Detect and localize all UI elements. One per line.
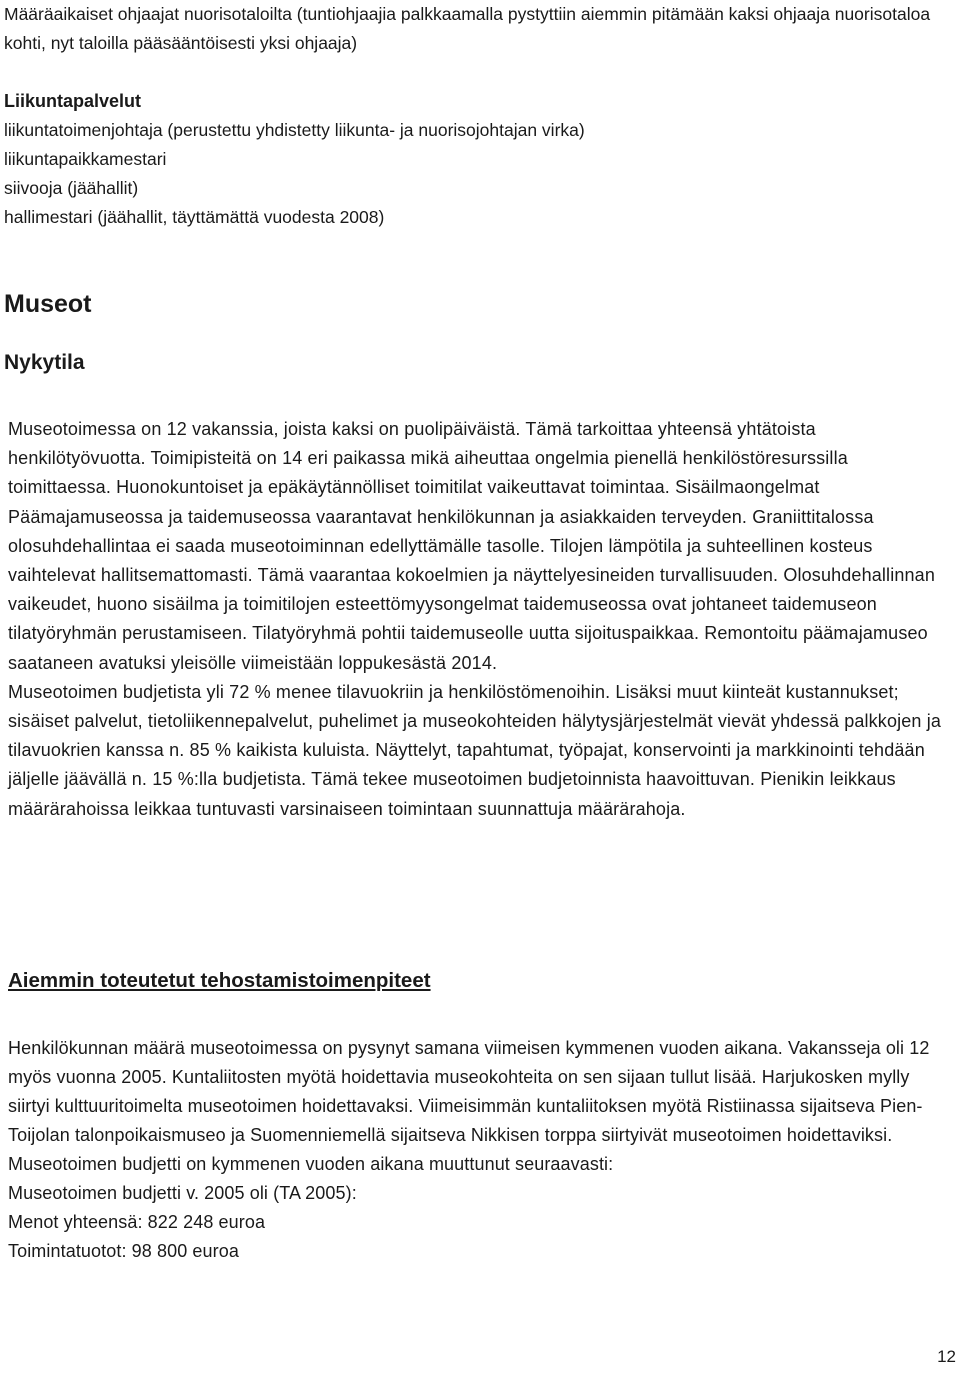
list-item: liikuntapaikkamestari xyxy=(4,149,167,169)
body-paragraph: Toimintatuotot: 98 800 euroa xyxy=(8,1241,239,1261)
liikuntapalvelut-heading: Liikuntapalvelut xyxy=(4,91,142,111)
body-paragraph: Museotoimessa on 12 vakanssia, joista kaksi on puolipäiväistä. Tämä tarkoittaa yhteensä yhtätoista henkilötyövuotta. Toimipisteitä on 14 eri paikassa mikä aiheuttaa ongelmia pienellä henkilöstöresurssilla toimittaessa. Huonokuntoiset ja epäkäytännölliset toimitilat vaikeuttavat toimintaa. Sisäilmaongelmat Päämajamuseossa ja taidemuseossa vaarantavat henkilökunnan ja asiakkaiden terveyden. Graniittitalossa olosuhdehallintaa ei saada museotoiminnan edellyttämälle tasolle. Tilojen lämpötila ja suhteellinen kosteus vaihtelevat hallitsemattomasti. Tämä vaarantaa kokoelmien ja näyttelyesineiden turvallisuuden. Olosuhdehallinnan vaikeudet, huono sisäilma ja toimitilojen esteettömyysongelmat taidemuseossa ovat johtaneet taidemuseon tilatyöryhmän perustamiseen. Tilatyöryhmä pohtii taidemuseolle uutta sijoituspaikkaa. Remontoitu päämajamuseo saataneen avatuksi yleisölle viimeistään loppukesästä 2014. xyxy=(8,419,935,673)
museot-heading: Museot xyxy=(4,290,92,318)
nykytila-body xyxy=(8,415,948,824)
list-item: siivooja (jäähallit) xyxy=(4,178,139,198)
list-item: hallimestari (jäähallit, täyttämättä vuodesta 2008) xyxy=(4,207,385,227)
aiemmin-body xyxy=(8,1034,948,1266)
liikuntapalvelut-list xyxy=(4,116,585,232)
body-paragraph: Henkilökunnan määrä museotoimessa on pysynyt samana viimeisen kymmenen vuoden aikana. Vakansseja oli 12 myös vuonna 2005. Kuntaliitosten myötä hoidettavia museokohteita on sen sijaan tullut lisää. Harjukosken mylly siirtyi kulttuuritoimelta museotoimen hoidettavaksi. Viimeisimmän kuntaliitoksen myötä Ristiinassa sijaitseva Pien-Toijolan talonpoikaismuseo ja Suomenniemellä sijaitseva Nikkisen torppa siirtyivät museotoimen hoidettaviksi. xyxy=(8,1038,930,1145)
body-paragraph: Museotoimen budjetti v. 2005 oli (TA 2005): xyxy=(8,1183,357,1203)
aiemmin-heading: Aiemmin toteutetut tehostamistoimenpiteet xyxy=(8,969,431,992)
body-paragraph: Menot yhteensä: 822 248 euroa xyxy=(8,1212,266,1232)
nykytila-subheading: Nykytila xyxy=(4,351,85,374)
body-paragraph: Museotoimen budjetti on kymmenen vuoden aikana muuttunut seuraavasti: xyxy=(8,1154,614,1174)
list-item: liikuntatoimenjohtaja (perustettu yhdistetty liikunta- ja nuorisojohtajan virka) xyxy=(4,120,585,140)
page-number: 12 xyxy=(937,1347,956,1366)
body-paragraph: Museotoimen budjetista yli 72 % menee tilavuokriin ja henkilöstömenoihin. Lisäksi muut kiinteät kustannukset; sisäiset palvelut, tietoliikennepalvelut, puhelimet ja museokohteiden hälytysjärjestelmät vievät yhdessä palkkojen ja tilavuokrien kanssa n. 85 % kaikista kuluista. Näyttelyt, tapahtumat, työpajat, konservointi ja markkinointi tehdään jäljelle jäävällä n. 15 %:lla budjetista. Tämä tekee museotoimen budjetoinnista haavoittuvan. Pienikin leikkaus määrärahoissa leikkaa tuntuvasti varsinaiseen toimintaan suunnattuja määrärahoja. xyxy=(8,681,942,819)
intro-paragraph: Määräaikaiset ohjaajat nuorisotaloilta (tuntiohjaajia palkkaamalla pystyttiin aiemmin pitämään kaksi ohjaaja nuorisotaloa kohti, nyt taloilla pääsääntöisesti yksi ohjaaja) xyxy=(4,4,931,53)
